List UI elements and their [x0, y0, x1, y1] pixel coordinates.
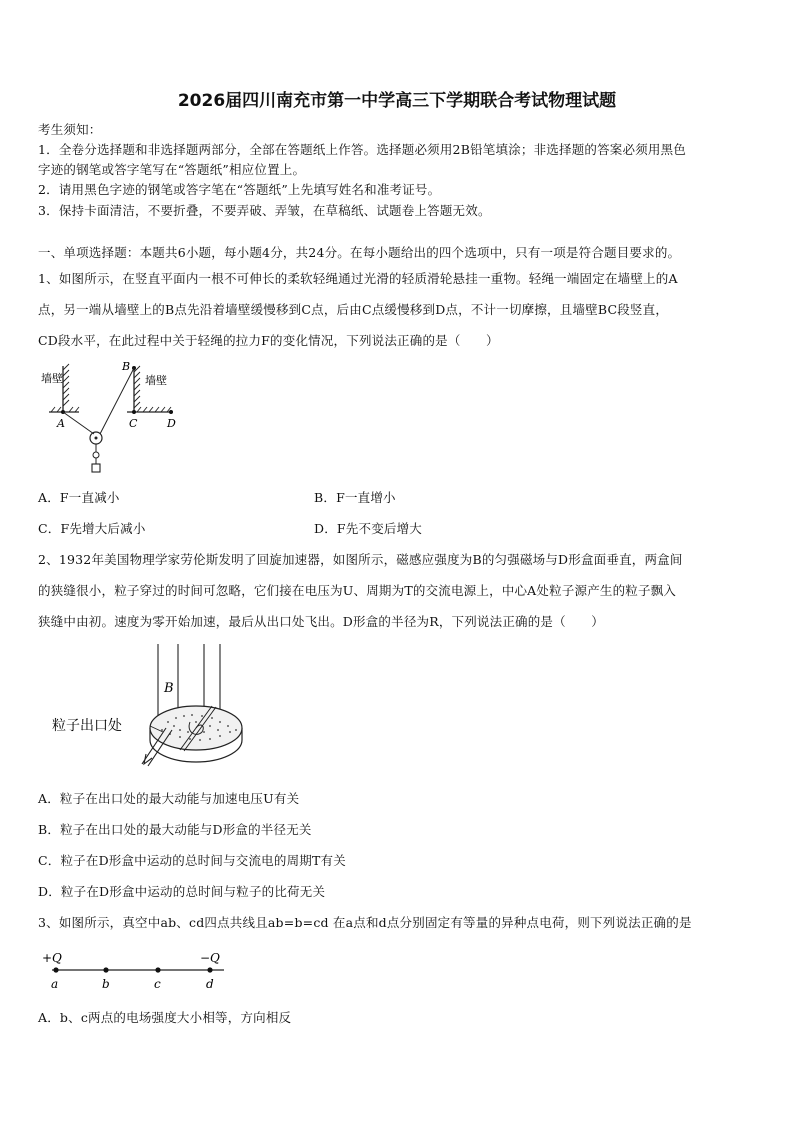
q2-exit-label: 粒子出口处 [52, 718, 122, 734]
q2-stem-line: 狭缝中由初。速度为零开始加速，最后从出口处飞出。D形盒的半径为R，下列说法正确的是（ ） [38, 614, 604, 629]
q1-stem-line: 点，另一端从墙壁上的B点先沿着墙壁缓慢移到C点，后由C点缓慢移到D点，不计一切摩擦，且墙壁BC段竖直， [38, 302, 669, 317]
q3-label-a: a [51, 977, 59, 991]
q1-option-a: A．F一直减小 [38, 490, 120, 505]
notice-line: 字迹的钢笔或答字笔写在“答题纸”相应位置上。 [38, 162, 306, 177]
q3-option-a: A．b、c两点的电场强度大小相等，方向相反 [38, 1010, 292, 1025]
q1-option-b: B．F一直增小 [314, 490, 396, 505]
q1-stem-line: CD段水平，在此过程中关于轻绳的拉力F的变化情况，下列说法正确的是（ ） [38, 333, 499, 348]
q1-label-d: D [167, 417, 176, 430]
q2-stem-line: 2、1932年美国物理学家劳伦斯发明了回旋加速器，如图所示，磁感应强度为B的匀强磁场与D形盒面垂直，两盒间 [38, 552, 683, 567]
notice-heading: 考生须知： [38, 122, 102, 137]
q3-stem-line: 3、如图所示，真空中ab、cd四点共线且ab=b=cd 在a点和d点分别固定有等量的异种点电荷，则下列说法正确的是 [38, 915, 692, 930]
q2-option-b: B．粒子在出口处的最大动能与D形盒的半径无关 [38, 822, 312, 837]
q1-label-a: A [57, 417, 65, 430]
notice-line: 3．保持卡面清洁，不要折叠，不要弄破、弄皱，在草稿纸、试题卷上答题无效。 [38, 203, 491, 218]
q1-pulley-figure [35, 360, 195, 480]
q1-wall-right-label: 墙壁 [145, 374, 167, 387]
q3-minus-q-label: −Q [200, 951, 220, 965]
q1-label-c: C [129, 417, 138, 430]
section-heading: 一、单项选择题：本题共6小题，每小题4分，共24分。在每小题给出的四个选项中，只有一项是符合题目要求的。 [38, 245, 681, 260]
q2-label-b: B [164, 681, 174, 696]
q1-stem-line: 1、如图所示，在竖直平面内一根不可伸长的柔软轻绳通过光滑的轻质滑轮悬挂一重物。轻绳一端固定在墙壁上的A [38, 271, 678, 286]
q3-charges-figure [38, 950, 238, 994]
q2-option-d: D．粒子在D形盒中运动的总时间与粒子的比荷无关 [38, 884, 326, 899]
q3-label-d: d [206, 977, 214, 991]
notice-line: 2．请用黑色字迹的钢笔或答字笔在“答题纸”上先填写姓名和准考证号。 [38, 182, 441, 197]
q1-label-b: B [122, 360, 131, 373]
notice-line: 1．全卷分选择题和非选择题两部分，全部在答题纸上作答。选择题必须用2B铅笔填涂；非选择题的答案必须用黑色 [38, 142, 686, 157]
q3-label-b: b [102, 977, 110, 991]
q1-option-d: D．F先不变后增大 [314, 521, 422, 536]
q3-label-c: c [154, 977, 161, 991]
q2-stem-line: 的狭缝很小，粒子穿过的时间可忽略，它们接在电压为U、周期为T的交流电源上，中心A处粒子源产生的粒子飘入 [38, 583, 677, 598]
q1-wall-left-label: 墙壁 [41, 372, 63, 385]
q3-plus-q-label: +Q [42, 951, 62, 965]
q2-cyclotron-figure [50, 640, 260, 780]
exam-title: 2026届四川南充市第一中学高三下学期联合考试物理试题 [177, 91, 617, 111]
q2-option-c: C．粒子在D形盒中运动的总时间与交流电的周期T有关 [38, 853, 346, 868]
q1-option-c: C．F先增大后减小 [38, 521, 146, 536]
q2-option-a: A．粒子在出口处的最大动能与加速电压U有关 [38, 791, 300, 806]
